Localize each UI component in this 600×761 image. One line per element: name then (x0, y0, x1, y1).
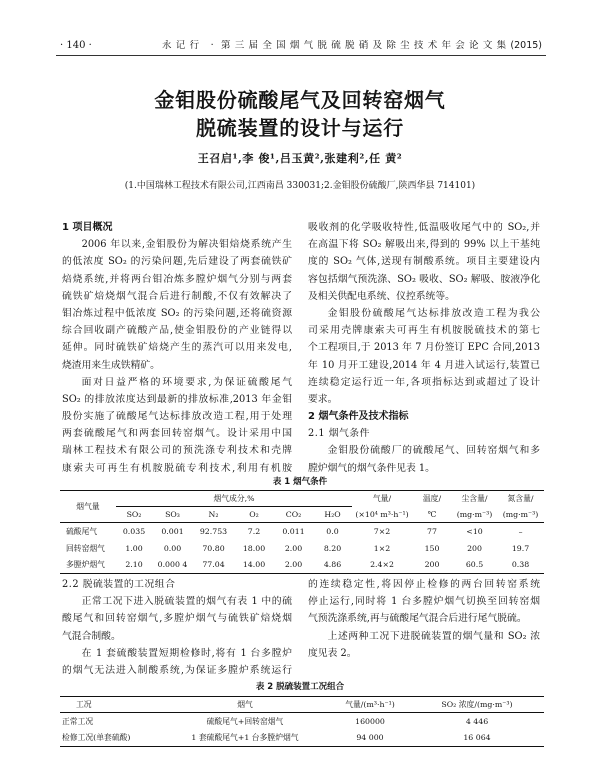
table-cell: 0.0 (326, 526, 339, 536)
table-cell: 1 套硫酸尾气+1 台多膛炉烟气 (191, 733, 299, 743)
paragraph (308, 305, 540, 408)
lower-right-column (308, 576, 540, 662)
text-line: 停止运行,同时将 1 台多膛炉烟气切换至回转窑烟 (308, 596, 540, 608)
header-rule (56, 55, 546, 56)
text-line: SO₂ 的排放浓度达到最新的排放标准,2013 年金钼 (62, 393, 292, 405)
left-column (62, 219, 292, 477)
text-line: 康索夫可再生有机胺脱硫专利技术,利用有机胺 (62, 462, 292, 474)
table-cell: 200 (467, 543, 482, 553)
header-dust: 尘含量/ (461, 494, 488, 504)
paragraph (308, 628, 540, 662)
text-line: 金钼股份硫酸厂的硫酸尾气、回转窑烟气和多 (327, 445, 540, 457)
header-nitrogen: 氮含量/ (507, 494, 534, 504)
table-cell: 77.04 (202, 560, 225, 570)
header-so3: SO₃ (152, 507, 193, 523)
row-label-cell: 检修工况(单套硫酸) (62, 733, 131, 743)
text-line: 延伸。同时硫铁矿焙烧产生的蒸汽可以用来发电, (62, 342, 292, 354)
text-line: 上述两种工况下进脱硫装置的烟气量和 SO₂ 浓 (327, 630, 540, 642)
table-cell: 4 446 (465, 716, 489, 726)
table-row (60, 523, 544, 540)
affiliation: (1.中国瑞林工程技术有限公司,江西南昌 330031;2.金钼股份硫酸厂,陕西华县 714101) (124, 181, 476, 191)
table-cell: 0.000 4 (157, 560, 188, 570)
text-line: 的连续稳定性,将因停止检修的两台回转窑系统 (308, 579, 540, 590)
paragraph (62, 645, 292, 679)
text-line: 司采用壳牌康索夫可再生有机胺脱硫技术的第七 (308, 325, 540, 337)
table-row (60, 557, 544, 574)
text-line: 吸收剂的化学吸收特性,低温吸收尾气中的 SO₂,并 (308, 222, 540, 233)
text-line: 综合回收副产硫酸产品,使金钼股份的产业链得以 (62, 325, 292, 337)
table-cell: 7.2 (247, 526, 261, 536)
text-line: 烧渣用来生成铁精矿。 (62, 359, 160, 371)
text-line: 瑞林工程技术有限公司的预洗涤专利技术和壳牌 (62, 445, 292, 457)
text-line: 气混合制酸。 (62, 630, 121, 642)
table-cell: 2.4×2 (370, 560, 394, 570)
header-so2: SO₂ (116, 507, 152, 523)
text-line: 两套硫酸尾气和两套回转窑烟气。设计采用中国 (62, 428, 292, 440)
table-cell: 1×2 (373, 543, 391, 553)
text-line: 要求。 (308, 393, 338, 405)
text-line: 金钼股份硫酸尾气达标排放改造工程为我公 (327, 307, 540, 319)
table-cell: 0.38 (511, 560, 530, 570)
header-flow: 气量/(m³·h⁻¹) (330, 697, 410, 713)
lower-left-column (62, 576, 292, 679)
paragraph (308, 219, 540, 305)
page-number: · 140 · (60, 40, 92, 51)
table-cell: 19.7 (511, 543, 530, 553)
text-line: 度见表 2。 (308, 647, 357, 659)
table-header-row (60, 491, 544, 507)
header-o2: O₂ (234, 507, 274, 523)
table-row (60, 540, 544, 557)
author-list: 王召启¹,李 俊¹,吕玉黄²,张建利²,任 黄² (197, 152, 403, 165)
text-line: 酸尾气和回转窑烟气,多膛炉烟气与硫铁矿焙烧烟 (62, 613, 292, 625)
table-cell: 77 (427, 526, 437, 536)
text-line: 在 1 套硫酸装置短期检修时,将有 1 台多膛炉 (81, 647, 292, 659)
text-line: 2006 年以来,金钼股份为解决钼焙烧系统产生 (81, 239, 292, 251)
table-cell: – (518, 526, 523, 536)
section-heading: 1 项目概况 (62, 222, 113, 233)
table-2-caption: 表 2 脱硫装置工况组合 (255, 682, 345, 692)
table-cell: 70.80 (202, 543, 225, 553)
header-dust-unit: (mg·m⁻³) (452, 507, 497, 523)
table-cell: 150 (424, 543, 440, 553)
table-cell: <10 (466, 526, 483, 536)
table-2-body (60, 713, 544, 747)
table-1-body (60, 523, 544, 574)
paragraph (308, 442, 540, 476)
header-gas: 烟气 (160, 697, 330, 713)
row-label-cell: 正常工况 (62, 716, 94, 726)
table-cell: 0.011 (282, 526, 305, 536)
running-title: 永记行 · 第三届全国烟气脱硫脱硝及除尘技术年会论文集(2015) (162, 40, 542, 51)
row-label-cell: 硫酸尾气 (66, 526, 98, 536)
text-line: 焙烧系统,并将两台钼冶炼多膛炉烟气分别与两套 (62, 273, 292, 285)
table-header-row (60, 697, 544, 713)
text-line: 面对日益严格的环境要求,为保证硫酸尾气 (81, 376, 292, 388)
table-cell: 160000 (355, 716, 385, 726)
paper-title-line-1: 金钼股份硫酸尾气及回转窑烟气 (154, 88, 446, 112)
table-cell: 2.00 (284, 560, 303, 570)
header-so2-concentration: SO₂ 浓度/(mg·m⁻³) (410, 697, 544, 713)
paper-title-line-2: 脱硫装置的设计与运行 (196, 116, 404, 140)
paragraph (308, 576, 540, 628)
paragraph (62, 593, 292, 645)
paragraph (62, 236, 292, 374)
text-line: 在高温下将 SO₂ 解吸出来,得到的 99% 以上干基纯 (308, 239, 540, 251)
table-1-caption: 表 1 烟气条件 (272, 477, 328, 487)
table-cell: 18.00 (242, 543, 266, 553)
table-header-row (60, 507, 544, 523)
table-row (60, 730, 544, 747)
text-line: 及相关供配电系统、仪控系统等。 (308, 290, 455, 302)
table-cell: 92.753 (199, 526, 228, 536)
text-line: 个工程项目,于 2013 年 7 月份签订 EPC 合同,2013 (308, 342, 540, 354)
text-line: 股份实施了硫酸尾气达标排放改造工程,用于处理 (62, 411, 292, 423)
section-heading: 2 烟气条件及技术指标 (308, 411, 409, 423)
header-h2o: H₂O (313, 507, 352, 523)
text-line: 膛炉烟气的烟气条件见表 1。 (308, 462, 435, 474)
table-cell: 0.001 (161, 526, 184, 536)
subsection-heading: 2.1 烟气条件 (308, 428, 370, 440)
table-cell: 4.86 (323, 560, 342, 570)
text-line: 容包括烟气预洗涤、SO₂ 吸收、SO₂ 解吸、胺液净化 (308, 273, 540, 285)
table-cell: 200 (424, 560, 440, 570)
header-n2: N₂ (193, 507, 234, 523)
header-condition: 工况 (60, 697, 160, 713)
header-label: 烟气量 (60, 491, 116, 523)
header-flow: 气量/ (372, 494, 392, 504)
header-composition: 烟气成分,% (116, 491, 352, 507)
text-line: 度的 SO₂ 气体,送现有制酸系统。项目主要建设内 (308, 256, 540, 268)
table-1 (60, 490, 544, 574)
text-line: 正常工况下进入脱硫装置的烟气有表 1 中的硫 (81, 596, 292, 608)
table-cell: 2.00 (284, 543, 303, 553)
text-line: 钼冶炼过程中低浓度 SO₂ 的污染问题,还将硫资源 (62, 307, 292, 319)
subsection-heading: 2.2 脱硫装置的工况组合 (62, 579, 176, 590)
header-co2: CO₂ (274, 507, 313, 523)
row-label-cell: 回转窑烟气 (66, 543, 105, 553)
table-cell: 94 000 (356, 733, 384, 743)
table-cell: 2.10 (125, 560, 143, 570)
table-cell: 1.00 (125, 543, 143, 553)
table-cell: 60.5 (465, 560, 484, 570)
right-column (308, 219, 540, 477)
table-cell: 8.20 (323, 543, 342, 553)
table-cell: 0.035 (122, 526, 146, 536)
table-row (60, 713, 544, 730)
table-cell: 硫酸尾气+回转窑烟气 (206, 716, 284, 726)
paragraph (62, 374, 292, 477)
text-line: 的低浓度 SO₂ 的污染问题,先后建设了两套硫铁矿 (62, 256, 292, 268)
text-line: 硫铁矿焙烧烟气混合后进行制酸,不仅有效解决了 (62, 290, 292, 302)
table-2 (60, 696, 544, 747)
header-temperature: 温度/ (422, 494, 442, 504)
table-cell: 14.00 (242, 560, 266, 570)
table-cell: 7×2 (373, 526, 391, 536)
table-cell: 16 064 (463, 733, 491, 743)
header-temperature-unit: ℃ (412, 507, 452, 523)
row-label-cell: 多膛炉烟气 (66, 560, 105, 570)
text-line: 连续稳定运行近一年,各项指标达到或超过了设计 (308, 376, 540, 388)
header-flow-unit: (×10⁴ m³·h⁻¹) (352, 507, 412, 523)
header-nitrogen-unit: (mg·m⁻³) (497, 507, 544, 523)
table-cell: 0.00 (163, 543, 182, 553)
text-line: 的烟气无法进入制酸系统,为保证多膛炉系统运行 (62, 664, 292, 676)
text-line: 气预洗涤系统,再与硫酸尾气混合后进行尾气脱硫。 (308, 613, 527, 625)
text-line: 年 10 月开工建设,2014 年 4 月进入试运行,装置已 (308, 359, 540, 371)
